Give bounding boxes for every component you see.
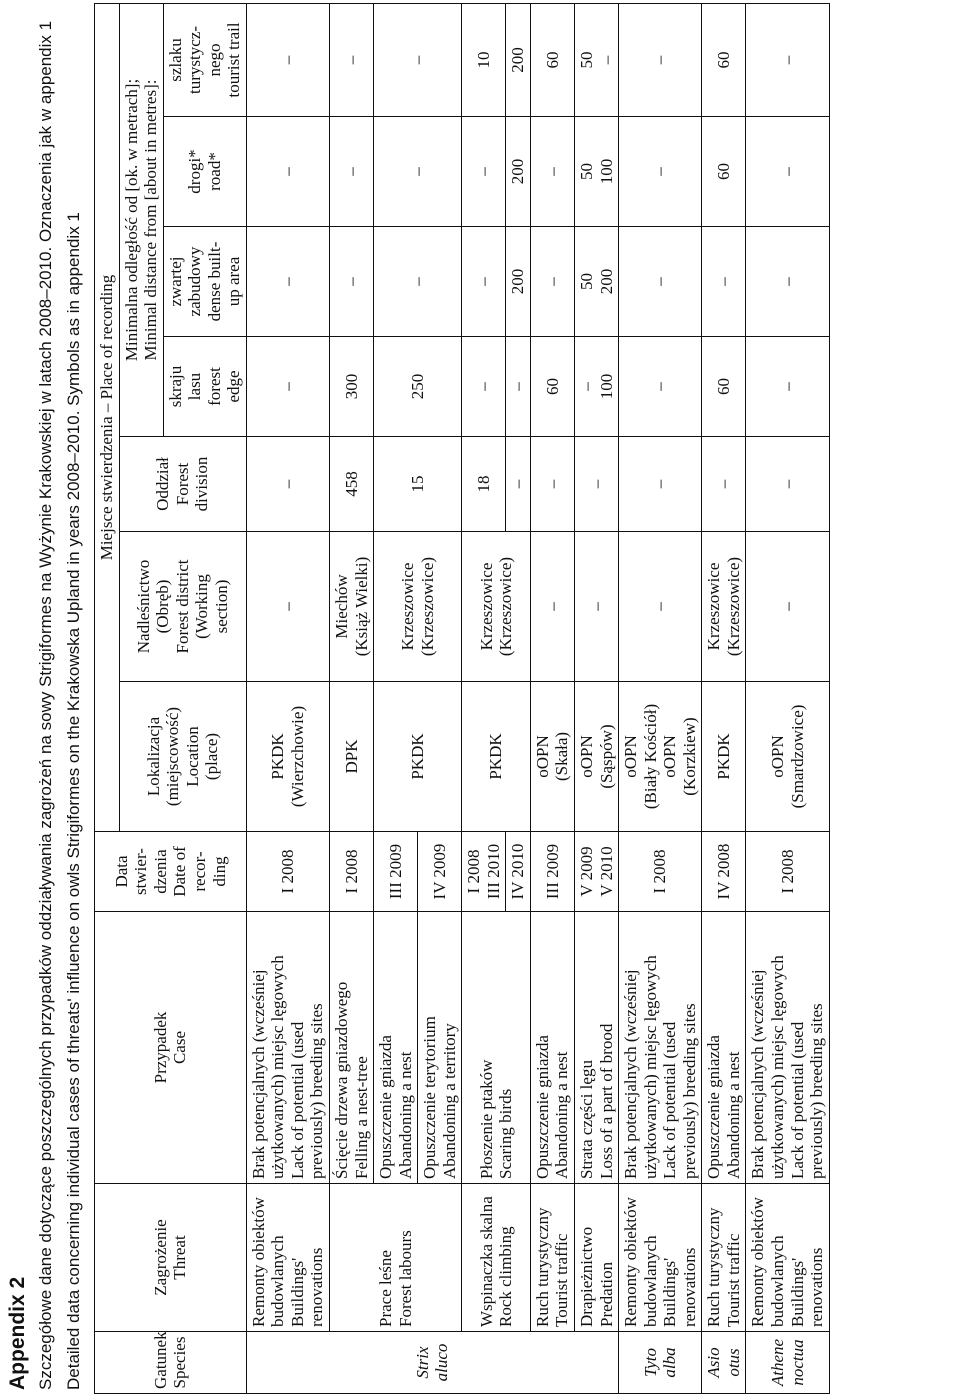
division-cell: – [746,437,829,532]
header-forest-district: Nadleśnictwo (Obręb) Forest district (Working section) [119,532,246,682]
forest-edge-cell: – [462,337,506,437]
date-cell: III 2009 [530,832,574,912]
trail-cell: 60 [702,3,746,116]
trail-cell: 200 [506,3,531,116]
date-cell: I 2008 [246,832,329,912]
header-forest-edge: skraju lasu forest edge [163,337,246,437]
threat-cell: Ruch turystyczny Tourist traffic [530,1184,574,1332]
trail-cell: – [619,3,702,116]
table-row [330,3,374,1393]
road-cell: – [246,117,329,227]
forest-edge-cell: 250 [374,337,462,437]
header-road: drogi* road* [163,117,246,227]
district-cell: Krzeszowice (Krzeszowice) [374,532,462,682]
forest-edge-cell: – 100 [575,337,619,437]
location-cell: DPK [330,682,374,832]
location-cell: oOPN (Smardzowice) [746,682,829,832]
road-cell: – [330,117,374,227]
trail-cell: – [746,3,829,116]
builtup-cell: – [330,227,374,337]
table-row [746,3,829,1393]
district-cell: – [530,532,574,682]
trail-cell: – [330,3,374,116]
district-cell: – [246,532,329,682]
road-cell: 50 100 [575,117,619,227]
threat-cell: Remonty obiektów budowlanych Buildings' renovations [619,1184,702,1332]
threat-cell: Remonty obiektów budowlanych Buildings' renovations [246,1184,329,1332]
builtup-cell: – [530,227,574,337]
division-cell: – [619,437,702,532]
date-cell: I 2008 [330,832,374,912]
date-cell: IV 2009 [418,832,462,912]
header-location: Lokalizacja (miejscowość) Location (place) [119,682,246,832]
location-cell: PKDK [374,682,462,832]
case-cell: Ścięcie drzewa gniazdowego Felling a nest-tree [330,912,374,1184]
header-place-group: Miejsce stwierdzenia – Place of recording [95,3,120,831]
species-athene-noctua: Athene noctua [746,1332,829,1394]
location-cell: PKDK [462,682,531,832]
threat-cell: Wspinaczka skalna Rock climbing [462,1184,531,1332]
date-cell: I 2008 III 2010 [462,832,506,912]
location-cell: PKDK [702,682,746,832]
caption-english: Detailed data concerning individual cases of threats' influence on owls Strigiformes on the Krakowska Upland in years 2008–2010. Symbols as in appendix 1 [64,212,83,1390]
district-cell: – [619,532,702,682]
case-cell: Brak potencjalnych (wcześniej użytkowanych) miejsc lęgowych Lack of potential (used previously) breeding sites [246,912,329,1184]
division-cell: 458 [330,437,374,532]
case-cell: Opuszczenie terytorium Abandoning a territory [418,912,462,1184]
road-cell: – [746,117,829,227]
table-row [462,3,506,1393]
forest-edge-cell: 300 [330,337,374,437]
threats-table [94,3,830,1394]
species-strix-aluco: Strix aluco [246,1332,618,1394]
division-cell: – [702,437,746,532]
district-cell: – [575,532,619,682]
division-cell: 15 [374,437,462,532]
case-cell: Opuszczenie gniazda Abandoning a nest [530,912,574,1184]
case-cell: Strata części lęgu Loss of a part of brood [575,912,619,1184]
builtup-cell: – [619,227,702,337]
table-row [702,3,746,1393]
table-row [530,3,574,1393]
location-cell: oOPN (Sąspów) [575,682,619,832]
division-cell: – [530,437,574,532]
header-distance-group: Minimalna odległość od [ok. w metrach]; Minimal distance from [about in metres]: [119,3,163,436]
header-species: Gatunek Species [95,1332,247,1394]
header-forest-division: Oddział Forest division [119,437,246,532]
builtup-cell: 200 [506,227,531,337]
date-cell: IV 2010 [506,832,531,912]
case-cell: Brak potencjalnych (wcześniej użytkowanych) miejsc lęgowych Lack of potential (used previously) breeding sites [746,912,829,1184]
road-cell: – [462,117,506,227]
district-cell: Krzeszowice (Krzeszowice) [702,532,746,682]
road-cell: – [619,117,702,227]
date-cell: III 2009 [374,832,418,912]
road-cell: 200 [506,117,531,227]
table-row [246,3,329,1393]
date-cell: I 2008 [746,832,829,912]
location-cell: oOPN (Skała) [530,682,574,832]
builtup-cell: – [462,227,506,337]
trail-cell: – [246,3,329,116]
appendix-title: Appendix 2 [6,1276,29,1390]
builtup-cell: – [702,227,746,337]
road-cell: – [530,117,574,227]
forest-edge-cell: 60 [702,337,746,437]
location-cell: PKDK (Wierzchowie) [246,682,329,832]
road-cell: – [374,117,462,227]
date-cell: IV 2008 [702,832,746,912]
threat-cell: Ruch turystyczny Tourist traffic [702,1184,746,1332]
division-cell: – [246,437,329,532]
division-cell: – [506,437,531,532]
forest-edge-cell: 60 [530,337,574,437]
case-cell: Opuszczenie gniazda Abandoning a nest [702,912,746,1184]
case-cell: Brak potencjalnych (wcześniej użytkowanych) miejsc lęgowych Lack of potential (used previously) breeding sites [619,912,702,1184]
date-cell: I 2008 [619,832,702,912]
forest-edge-cell: – [506,337,531,437]
builtup-cell: – [374,227,462,337]
builtup-cell: – [746,227,829,337]
trail-cell: 60 [530,3,574,116]
trail-cell: 10 [462,3,506,116]
builtup-cell: – [246,227,329,337]
species-tyto-alba: Tyto alba [619,1332,702,1394]
header-row-1 [95,3,120,1393]
threat-cell: Prace leśne Forest labours [330,1184,462,1332]
species-asio-otus: Asio otus [702,1332,746,1394]
forest-edge-cell: – [246,337,329,437]
trail-cell: 50 – [575,3,619,116]
builtup-cell: 50 200 [575,227,619,337]
header-trail: szlaku turystycz- nego tourist trail [163,3,246,116]
case-cell: Opuszczenie gniazda Abandoning a nest [374,912,418,1184]
district-cell: Krzeszowice (Krzeszowice) [462,532,531,682]
district-cell: Miechów (Książ Wielki) [330,532,374,682]
header-date: Data stwier- dzenia Date of recor- ding [95,832,247,912]
caption-polish: Szczegółowe dane dotyczące poszczególnych przypadków oddziaływania zagrożeń na sowy Strigiformes na Wyżynie Krakowskiej w latach 2008–2010. Oznaczenia jak w appendix 1 [36,20,55,1390]
division-cell: – [575,437,619,532]
date-cell: V 2009 V 2010 [575,832,619,912]
threat-cell: Remonty obiektów budowlanych Buildings' renovations [746,1184,829,1332]
road-cell: 60 [702,117,746,227]
threat-cell: Drapieżnictwo Predation [575,1184,619,1332]
header-threat: Zagrożenie Threat [95,1184,247,1332]
table-row [575,3,619,1393]
location-cell: oOPN (Biały Kościół) oOPN (Korzkiew) [619,682,702,832]
division-cell: 18 [462,437,506,532]
district-cell: – [746,532,829,682]
header-builtup: zwartej zabudowy dense built- up area [163,227,246,337]
forest-edge-cell: – [746,337,829,437]
header-case: Przypadek Case [95,912,247,1184]
table-row [619,3,702,1393]
case-cell: Płoszenie ptaków Scaring birds [462,912,531,1184]
forest-edge-cell: – [619,337,702,437]
trail-cell: – [374,3,462,116]
